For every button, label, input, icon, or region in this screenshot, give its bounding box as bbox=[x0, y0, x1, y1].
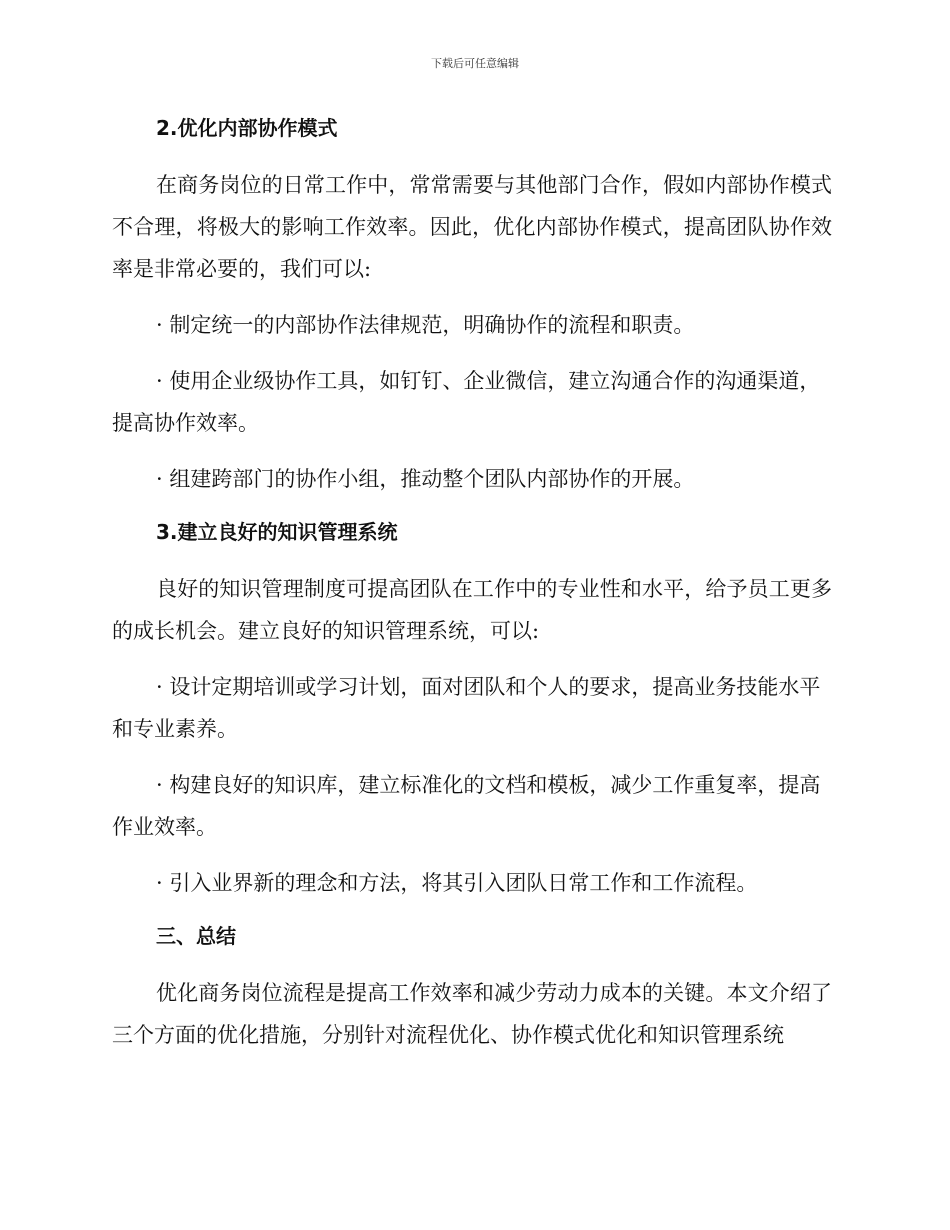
document-body bbox=[112, 110, 832, 1070]
bullet-item: · 设计定期培训或学习计划，面对团队和个人的要求，提高业务技能水平和专业素养。 bbox=[112, 675, 821, 741]
section-intro-summary: 优化商务岗位流程是提高工作效率和减少劳动力成本的关键。本文介绍了三个方面的优化措施，分别针对流程优化、协作模式优化和知识管理系统 bbox=[112, 981, 832, 1047]
bullet-item: · 使用企业级协作工具，如钉钉、企业微信，建立沟通合作的沟通渠道，提高协作效率。 bbox=[112, 369, 821, 435]
page-header: 下载后可任意编辑 bbox=[431, 57, 519, 70]
section-heading-summary: 三、总结 bbox=[156, 924, 236, 948]
bullet-item: · 构建良好的知识库，建立标准化的文档和模板，减少工作重复率，提高作业效率。 bbox=[112, 773, 821, 839]
section-intro-knowledge: 良好的知识管理制度可提高团队在工作中的专业性和水平，给予员工更多的成长机会。建立良好的知识管理系统，可以: bbox=[112, 577, 832, 643]
bullet-item: · 引入业界新的理念和方法，将其引入团队日常工作和工作流程。 bbox=[156, 871, 758, 895]
bullet-item: · 制定统一的内部协作法律规范，明确协作的流程和职责。 bbox=[156, 313, 695, 337]
section-heading-collaboration: 2.优化内部协作模式 bbox=[156, 116, 338, 140]
bullet-item: · 组建跨部门的协作小组，推动整个团队内部协作的开展。 bbox=[156, 467, 695, 491]
section-heading-knowledge: 3.建立良好的知识管理系统 bbox=[156, 520, 398, 544]
section-intro-collaboration: 在商务岗位的日常工作中，常常需要与其他部门合作，假如内部协作模式不合理，将极大的影响工作效率。因此，优化内部协作模式，提高团队协作效率是非常必要的，我们可以: bbox=[112, 173, 832, 281]
